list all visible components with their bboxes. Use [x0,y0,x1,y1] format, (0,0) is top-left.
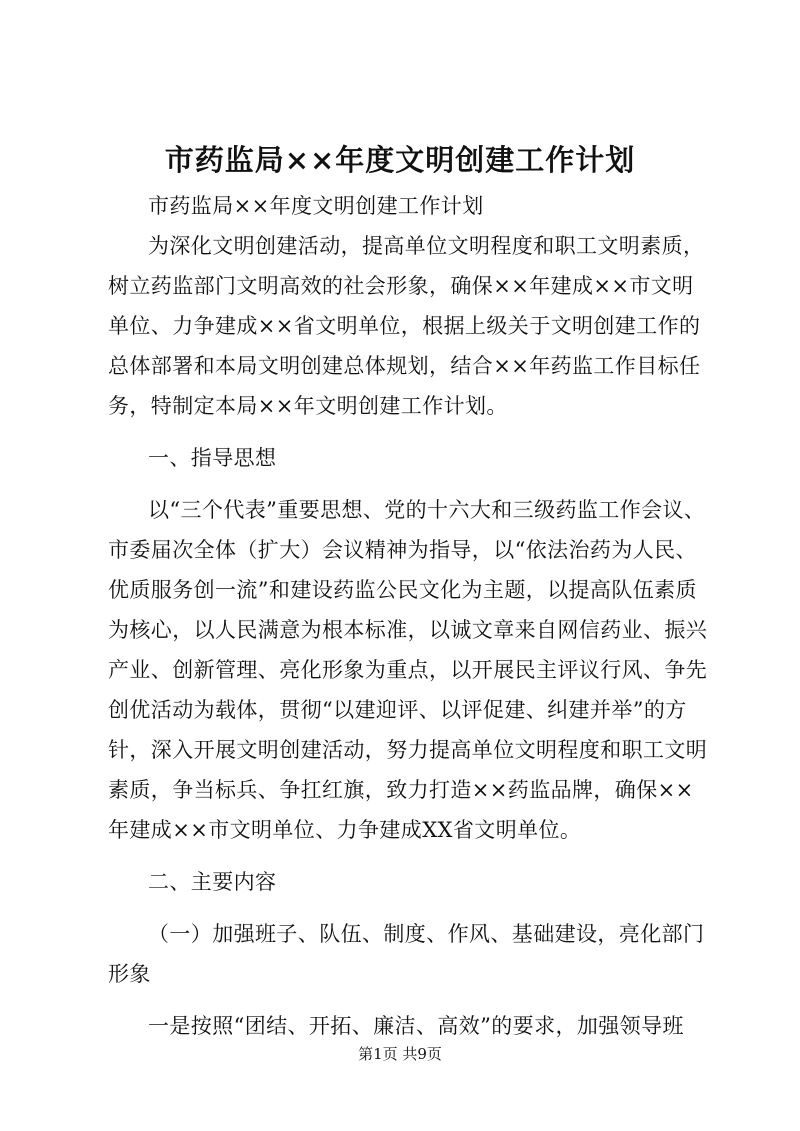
paragraph-line: 为深化文明创建活动，提高单位文明程度和职工文明素质， [148,234,705,258]
paragraph-line: 总体部署和本局文明创建总体规划，结合××年药监工作目标任 [108,354,701,378]
subsection-heading-continued: 形象 [108,962,151,986]
paragraph-line: 以“三个代表”重要思想、党的十六大和三级药监工作会议、 [148,498,706,522]
paragraph-line: 针，深入开展文明创建活动，努力提高单位文明程度和职工文明 [108,738,708,762]
paragraph-line: 树立药监部门文明高效的社会形象，确保××年建成××市文明 [108,274,694,298]
section-heading: 一、指导思想 [148,446,277,470]
paragraph-line: 为核心，以人民满意为根本标准，以诚文章来自网信药业、振兴 [108,618,708,642]
paragraph-line: 创优活动为载体，贯彻“以建迎评、以评促建、纠建并举”的方 [108,698,687,722]
paragraph-line: 产业、创新管理、亮化形象为重点，以开展民主评议行风、争先 [108,658,708,682]
paragraph-line: 优质服务创一流”和建设药监公民文化为主题，以提高队伍素质 [108,578,697,602]
paragraph-line: 素质，争当标兵、争扛红旗，致力打造××药监品牌，确保×× [108,778,694,802]
section-heading: 二、主要内容 [148,870,277,894]
document-body [108,186,708,1046]
page-number-footer: 第1页 共9页 [358,1045,442,1063]
subtitle-line: 市药监局××年度文明创建工作计划 [148,194,484,218]
document-title: 市药监局××年度文明创建工作计划 [164,143,636,177]
subsection-heading: （一）加强班子、队伍、制度、作风、基础建设，亮化部门 [148,922,705,946]
paragraph-line: 市委届次全体（扩大）会议精神为指导，以“依法治药为人民、 [108,538,697,562]
paragraph-line: 单位、力争建成××省文明单位，根据上级关于文明创建工作的 [108,314,701,338]
paragraph-line: 年建成××市文明单位、力争建成XX省文明单位。 [108,818,582,842]
paragraph-line: 一是按照“团结、开拓、廉洁、高效”的要求，加强领导班 [148,1014,684,1038]
paragraph-line: 务，特制定本局××年文明创建工作计划。 [108,394,508,418]
